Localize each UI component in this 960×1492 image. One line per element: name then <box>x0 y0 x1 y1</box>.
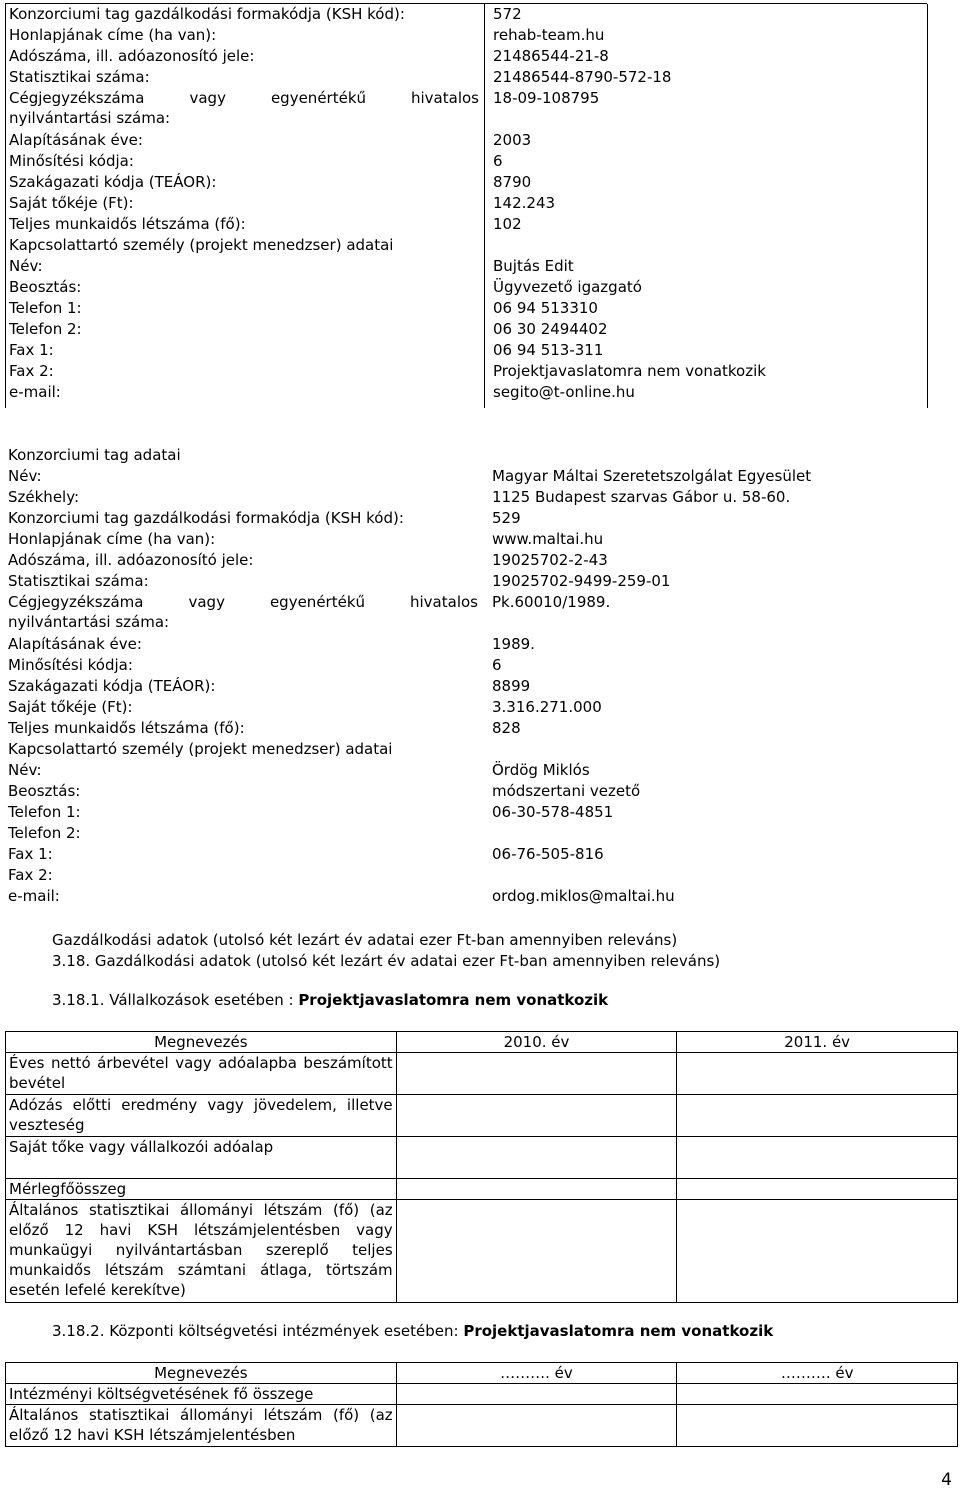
row-value: rehab-team.hu <box>493 26 605 44</box>
row-label: Cégjegyzékszáma vagy egyenértékű hivatalos <box>9 89 479 107</box>
data-row <box>6 4 927 25</box>
data-row <box>5 655 926 676</box>
data-row <box>5 508 926 529</box>
organization-data-table-2 <box>5 445 926 907</box>
data-row <box>5 823 926 844</box>
row-label: Szakágazati kódja (TEÁOR): <box>8 677 216 695</box>
organization-data-table-1 <box>5 3 927 408</box>
row-value: 06 30 2494402 <box>493 320 608 338</box>
col-header-2011: 2011. év <box>677 1032 958 1053</box>
row-value: Bujtás Edit <box>493 257 574 275</box>
row-label: Szakágazati kódja (TEÁOR): <box>9 173 217 191</box>
row-value: 06 94 513310 <box>493 299 598 317</box>
row-value: 06 94 513-311 <box>493 341 604 359</box>
row-label: Teljes munkaidős létszáma (fő): <box>9 215 246 233</box>
row-label: Név: <box>8 467 42 485</box>
row-value: 828 <box>492 719 521 737</box>
row-label: e-mail: <box>8 887 60 905</box>
table-row-label: Mérlegfőösszeg <box>6 1179 397 1200</box>
row-label: Statisztikai száma: <box>8 572 149 590</box>
data-row <box>5 466 926 487</box>
row-label: Alapításának éve: <box>8 635 142 653</box>
row-label-continued: nyilvántartási száma: <box>9 109 171 127</box>
row-value: 21486544-8790-572-18 <box>493 68 672 86</box>
row-value: Magyar Máltai Szeretetszolgálat Egyesület <box>492 467 812 485</box>
col-header-year-2: ………. év <box>677 1363 958 1384</box>
row-value: 06-76-505-816 <box>492 845 604 863</box>
data-row <box>5 571 926 592</box>
col-header-name: Megnevezés <box>6 1032 397 1053</box>
row-label: Konzorciumi tag adatai <box>8 446 181 464</box>
row-value: 21486544-21-8 <box>493 47 609 65</box>
col-header-name: Megnevezés <box>6 1363 397 1384</box>
row-label: e-mail: <box>9 383 61 401</box>
row-value: ordog.miklos@maltai.hu <box>492 887 675 905</box>
data-row <box>5 592 926 634</box>
institution-financial-table <box>5 1362 958 1447</box>
row-value: 1989. <box>492 635 535 653</box>
row-value: Projektjavaslatomra nem vonatkozik <box>493 362 766 380</box>
row-value: módszertani vezető <box>492 782 641 800</box>
data-row <box>5 550 926 571</box>
row-value: 102 <box>493 215 522 233</box>
row-value: 1125 Budapest szarvas Gábor u. 58-60. <box>492 488 791 506</box>
section-3-18-1-heading: 3.18.1. Vállalkozások esetében : Projektjavaslatomra nem vonatkozik <box>52 991 609 1009</box>
data-row <box>6 46 927 67</box>
data-row <box>5 718 926 739</box>
data-row <box>6 340 927 361</box>
data-row <box>6 361 927 382</box>
row-label: Fax 2: <box>9 362 54 380</box>
row-label: Konzorciumi tag gazdálkodási formakódja (KSH kód): <box>9 5 405 23</box>
table-row-label: Általános statisztikai állományi létszám (fő) (az előző 12 havi KSH létszámjelentésben <box>6 1405 397 1447</box>
data-row <box>5 781 926 802</box>
row-label: Beosztás: <box>9 278 82 296</box>
data-row <box>5 760 926 781</box>
row-label: Név: <box>8 761 42 779</box>
data-row <box>6 319 927 340</box>
table-row-label: Éves nettó árbevétel vagy adóalapba beszámított bevétel <box>6 1053 397 1095</box>
row-label: Honlapjának címe (ha van): <box>9 26 217 44</box>
row-label: Fax 1: <box>8 845 53 863</box>
data-row <box>6 88 927 130</box>
row-value: 3.316.271.000 <box>492 698 602 716</box>
section-3-18-heading: 3.18. Gazdálkodási adatok (utolsó két lezárt év adatai ezer Ft-ban amennyiben releváns) <box>52 952 721 970</box>
data-row <box>5 676 926 697</box>
row-value: Ügyvezető igazgató <box>493 278 642 296</box>
row-label: Telefon 2: <box>9 320 82 338</box>
row-label: Honlapjának címe (ha van): <box>8 530 216 548</box>
row-value: 6 <box>492 656 502 674</box>
row-value: www.maltai.hu <box>492 530 604 548</box>
data-row <box>5 445 926 466</box>
data-row <box>6 298 927 319</box>
row-value: Pk.60010/1989. <box>492 593 611 611</box>
data-row <box>5 529 926 550</box>
row-value: 19025702-9499-259-01 <box>492 572 671 590</box>
row-label: Név: <box>9 257 43 275</box>
row-label: Adószáma, ill. adóazonosító jele: <box>8 551 254 569</box>
row-label: Saját tőkéje (Ft): <box>8 698 133 716</box>
business-financial-table <box>5 1031 958 1303</box>
data-row <box>6 235 927 256</box>
section-3-18-2-heading: 3.18.2. Központi költségvetési intézmények esetében: Projektjavaslatomra nem vonatkozik <box>52 1322 774 1340</box>
data-row <box>6 214 927 235</box>
row-value: 529 <box>492 509 521 527</box>
col-header-2010: 2010. év <box>396 1032 677 1053</box>
row-label: Cégjegyzékszáma vagy egyenértékű hivatalos <box>8 593 478 611</box>
row-label: Saját tőkéje (Ft): <box>9 194 134 212</box>
row-value: 2003 <box>493 131 532 149</box>
row-label-continued: nyilvántartási száma: <box>8 613 170 631</box>
row-label: Konzorciumi tag gazdálkodási formakódja (KSH kód): <box>8 509 404 527</box>
row-label: Minősítési kódja: <box>9 152 134 170</box>
data-row <box>5 739 926 760</box>
data-row <box>6 67 927 88</box>
data-row <box>6 382 927 403</box>
data-row <box>6 256 927 277</box>
row-label: Kapcsolattartó személy (projekt menedzser) adatai <box>9 236 394 254</box>
row-value: 142.243 <box>493 194 556 212</box>
row-label: Székhely: <box>8 488 80 506</box>
row-label: Teljes munkaidős létszáma (fő): <box>8 719 245 737</box>
row-label: Beosztás: <box>8 782 81 800</box>
row-label: Telefon 1: <box>8 803 81 821</box>
data-row <box>6 151 927 172</box>
data-row <box>5 844 926 865</box>
row-label: Adószáma, ill. adóazonosító jele: <box>9 47 255 65</box>
table-row-label: Saját tőke vagy vállalkozói adóalap <box>6 1137 397 1179</box>
data-row <box>6 193 927 214</box>
row-value: 19025702-2-43 <box>492 551 608 569</box>
table-row-label: Általános statisztikai állományi létszám (fő) (az előző 12 havi KSH létszámjelentésben vagy munkaügyi nyilvántartásban szereplő teljes munkaidős létszám számtani átlaga, törtszám esetén lefelé kerekítve) <box>6 1200 397 1303</box>
data-row <box>6 277 927 298</box>
table-row-label: Adózás előtti eredmény vagy jövedelem, illetve veszteség <box>6 1095 397 1137</box>
row-value: 06-30-578-4851 <box>492 803 614 821</box>
data-row <box>5 697 926 718</box>
row-label: Minősítési kódja: <box>8 656 133 674</box>
row-value: 6 <box>493 152 503 170</box>
financial-data-heading: Gazdálkodási adatok (utolsó két lezárt év adatai ezer Ft-ban amennyiben releváns) <box>52 931 678 949</box>
data-row <box>5 634 926 655</box>
row-value: segito@t-online.hu <box>493 383 635 401</box>
row-value: 8790 <box>493 173 532 191</box>
row-value: 572 <box>493 5 522 23</box>
data-row <box>5 802 926 823</box>
row-label: Kapcsolattartó személy (projekt menedzser) adatai <box>8 740 393 758</box>
row-label: Alapításának éve: <box>9 131 143 149</box>
col-header-year-1: ………. év <box>396 1363 677 1384</box>
table-row-label: Intézményi költségvetésének fő összege <box>6 1384 397 1405</box>
row-value: Ördög Miklós <box>492 761 590 779</box>
row-value: 18-09-108795 <box>493 89 600 107</box>
row-label: Fax 1: <box>9 341 54 359</box>
row-label: Telefon 2: <box>8 824 81 842</box>
data-row <box>5 886 926 907</box>
data-row <box>6 130 927 151</box>
row-value: 8899 <box>492 677 531 695</box>
data-row <box>5 865 926 886</box>
row-label: Telefon 1: <box>9 299 82 317</box>
data-row <box>6 25 927 46</box>
data-row <box>5 487 926 508</box>
row-label: Fax 2: <box>8 866 53 884</box>
row-label: Statisztikai száma: <box>9 68 150 86</box>
data-row <box>6 172 927 193</box>
page-number: 4 <box>941 1470 952 1490</box>
